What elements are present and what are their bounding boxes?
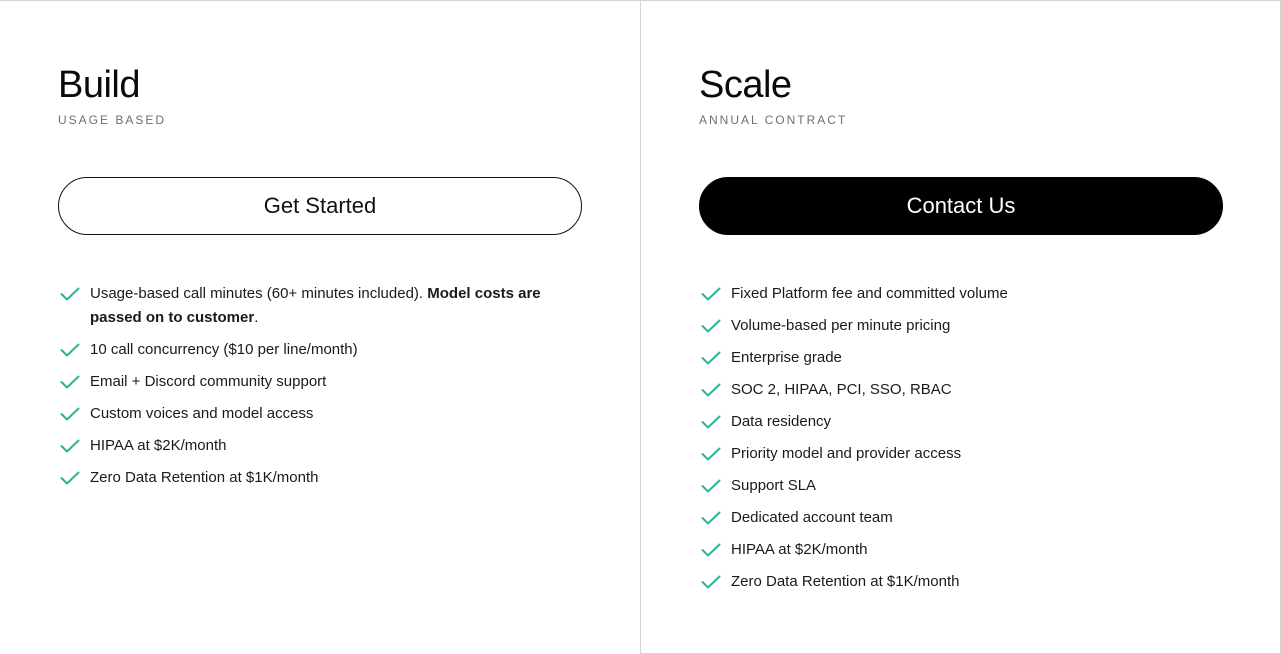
feature-item <box>699 346 1223 370</box>
check-icon <box>60 343 80 357</box>
check-icon <box>701 319 721 333</box>
check-icon <box>701 415 721 429</box>
feature-text: Zero Data Retention at $1K/month <box>90 469 319 486</box>
feature-item <box>699 378 1223 402</box>
check-icon <box>60 471 80 485</box>
feature-item <box>699 474 1223 498</box>
check-icon <box>701 575 721 589</box>
check-icon <box>60 287 80 301</box>
check-icon <box>701 287 721 301</box>
feature-list <box>699 282 1223 594</box>
feature-text: Priority model and provider access <box>731 445 962 462</box>
feature-item <box>58 434 582 458</box>
check-icon <box>60 439 80 453</box>
plan-billing-type: USAGE BASED <box>58 113 167 127</box>
check-icon <box>60 407 80 421</box>
feature-text: Zero Data Retention at $1K/month <box>731 573 960 590</box>
check-icon <box>701 383 721 397</box>
check-icon <box>701 479 721 493</box>
feature-item <box>699 442 1223 466</box>
feature-text: Usage-based call minutes (60+ minutes included). <box>90 285 428 302</box>
check-icon <box>701 543 721 557</box>
feature-text: Volume-based per minute pricing <box>731 317 951 334</box>
check-icon <box>701 511 721 525</box>
plan-title: Build <box>58 64 140 106</box>
plan-card-content <box>58 63 582 498</box>
contact-us-button[interactable]: Contact Us <box>699 177 1223 235</box>
feature-item <box>58 466 582 490</box>
plan-card-scale <box>640 1 1281 654</box>
feature-item <box>699 570 1223 594</box>
check-icon <box>701 351 721 365</box>
plan-card-build <box>0 1 640 654</box>
plan-card-content <box>699 63 1223 602</box>
feature-item <box>699 506 1223 530</box>
feature-text: 10 call concurrency ($10 per line/month) <box>90 341 358 358</box>
feature-item <box>58 338 582 362</box>
feature-text: HIPAA at $2K/month <box>731 541 868 558</box>
check-icon <box>701 447 721 461</box>
feature-item <box>699 314 1223 338</box>
feature-text: Fixed Platform fee and committed volume <box>731 285 1008 302</box>
feature-item <box>58 282 582 330</box>
feature-text: SOC 2, HIPAA, PCI, SSO, RBAC <box>731 381 952 398</box>
feature-text: Data residency <box>731 413 832 430</box>
feature-list <box>58 282 582 490</box>
feature-text: Email + Discord community support <box>90 373 327 390</box>
feature-text: Custom voices and model access <box>90 405 314 422</box>
plan-title: Scale <box>699 64 792 106</box>
feature-text-suffix: . <box>254 309 259 326</box>
feature-item <box>58 402 582 426</box>
feature-text: Support SLA <box>731 477 817 494</box>
feature-text: Dedicated account team <box>731 509 893 526</box>
get-started-button[interactable]: Get Started <box>58 177 582 235</box>
feature-text: HIPAA at $2K/month <box>90 437 227 454</box>
plan-billing-type: ANNUAL CONTRACT <box>699 113 848 127</box>
feature-emphasis: Model costs are passed on to customer <box>90 285 541 326</box>
feature-item <box>58 370 582 394</box>
feature-item <box>699 538 1223 562</box>
feature-text: Enterprise grade <box>731 349 842 366</box>
feature-item <box>699 282 1223 306</box>
feature-item <box>699 410 1223 434</box>
check-icon <box>60 375 80 389</box>
